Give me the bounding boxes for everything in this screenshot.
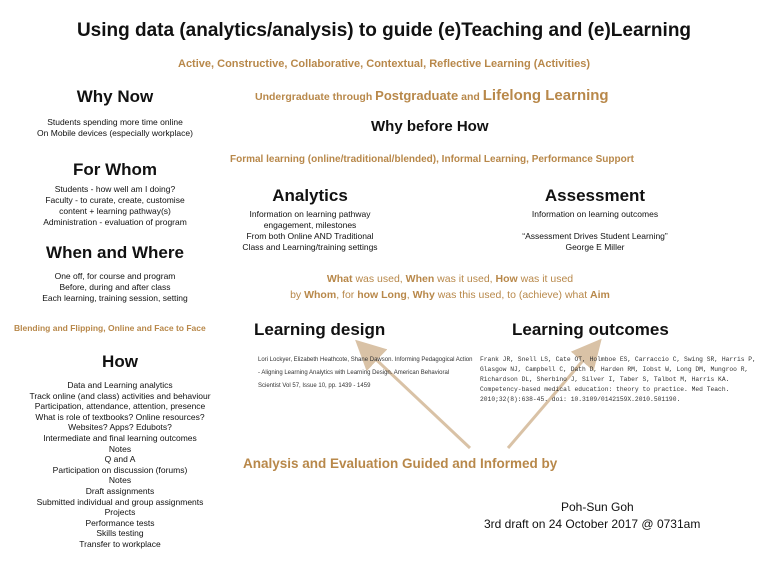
how-line: Data and Learning analytics xyxy=(67,380,173,390)
analytics-line: From both Online AND Traditional xyxy=(246,231,374,241)
for-whom-lines xyxy=(15,184,215,228)
how-lines xyxy=(5,380,235,550)
how-line: Submitted individual and group assignments xyxy=(36,496,204,507)
text-part: , for xyxy=(336,289,358,301)
text-part: by xyxy=(290,289,305,301)
reference-line: Glasgow NJ, Campbell C, Dath D, Harden RM, Iobst W, Long DM, Mungroo R, xyxy=(480,366,749,373)
keyword: How xyxy=(495,273,518,285)
when-where-section xyxy=(15,243,215,304)
ug-pg-part: Undergraduate through xyxy=(255,91,376,103)
analytics-line: engagement, milestones xyxy=(263,220,357,230)
learning-activities-subtitle: Active, Constructive, Collaborative, Contextual, Reflective Learning (Activities) xyxy=(178,58,590,70)
when-where-line: Each learning, training session, setting xyxy=(42,293,188,303)
assessment-heading: Assessment xyxy=(544,186,646,205)
reference-line: Scientist Vol 57, Issue 10, pp. 1439 - 1459 xyxy=(258,383,371,389)
author-name: Poh-Sun Goh xyxy=(561,500,634,514)
when-where-heading: When and Where xyxy=(46,243,184,262)
how-line: Draft assignments xyxy=(85,485,155,496)
analytics-line: Class and Learning/training settings xyxy=(242,242,378,252)
assessment-line: “Assessment Drives Student Learning” xyxy=(522,231,668,241)
ug-pg-part: Postgraduate xyxy=(375,88,459,103)
text-part: was it used xyxy=(517,273,574,285)
learning-outcomes-reference xyxy=(480,355,765,405)
what-when-line-2 xyxy=(250,287,650,303)
why-now-heading: Why Now xyxy=(76,87,154,106)
keyword: When xyxy=(405,273,435,285)
ug-pg-line xyxy=(255,87,609,104)
analytics-section xyxy=(220,186,400,253)
how-line: Q and A xyxy=(104,454,136,465)
keyword: What xyxy=(326,273,353,285)
text-part: was this used, to (achieve) what xyxy=(434,289,591,301)
how-line: Transfer to workplace xyxy=(79,538,161,549)
reference-line: Lori Lockyer, Elizabeth Heathcote, Shane Dawson. Informing Pedagogical Action xyxy=(258,357,473,363)
assessment-line: Information on learning outcomes xyxy=(531,209,659,219)
how-line: Participation on discussion (forums) xyxy=(52,464,188,475)
assessment-line: George E Miller xyxy=(565,242,625,252)
why-now-line: On Mobile devices (especially workplace) xyxy=(37,128,193,138)
how-line: Performance tests xyxy=(85,517,155,528)
how-line: Skills testing xyxy=(96,528,144,539)
how-heading: How xyxy=(102,352,138,371)
formal-learning-line: Formal learning (online/traditional/blended), Informal Learning, Performance Support xyxy=(230,154,634,165)
keyword: Why xyxy=(412,289,435,301)
keyword: Aim xyxy=(590,289,610,301)
what-when-how-block xyxy=(250,271,650,303)
text-part: , xyxy=(406,289,413,301)
how-line: Notes xyxy=(108,443,132,454)
assessment-lines xyxy=(500,209,690,253)
when-where-line: Before, during and after class xyxy=(59,282,171,292)
for-whom-section xyxy=(15,160,215,228)
how-line: What is role of textbooks? Online resources? xyxy=(35,411,205,422)
how-section xyxy=(5,352,235,550)
assessment-section xyxy=(500,186,690,253)
analysis-evaluation-line: Analysis and Evaluation Guided and Informed by xyxy=(243,456,558,471)
for-whom-line: Faculty - to curate, create, customise xyxy=(45,195,185,205)
why-now-section xyxy=(15,87,215,139)
ug-pg-part: and xyxy=(458,91,483,103)
text-part: was it used, xyxy=(434,273,496,285)
page-title: Using data (analytics/analysis) to guide (e)Teaching and (e)Learning xyxy=(76,20,692,41)
for-whom-line: Administration - evaluation of program xyxy=(43,217,187,227)
how-line: Websites? Apps? Edubots? xyxy=(68,422,172,433)
blending-flipping-line: Blending and Flipping, Online and Face to Face xyxy=(14,323,206,333)
reference-line: - Aligning Learning Analytics with Learning Design. American Behavioral xyxy=(258,370,450,376)
how-line: Notes xyxy=(108,475,132,486)
what-when-line-1 xyxy=(250,271,650,287)
reference-line: Richardson DL, Sherbino J, Silver I, Taber S, Talbot M, Harris KA. xyxy=(480,376,730,383)
when-where-line: One off, for course and program xyxy=(54,271,176,281)
why-now-line: Students spending more time online xyxy=(47,117,183,127)
analytics-line: Information on learning pathway xyxy=(249,209,371,219)
for-whom-line: content + learning pathway(s) xyxy=(59,206,171,216)
why-now-lines xyxy=(15,117,215,139)
for-whom-heading: For Whom xyxy=(72,160,158,179)
for-whom-line: Students - how well am I doing? xyxy=(54,184,176,194)
draft-date: 3rd draft on 24 October 2017 @ 0731am xyxy=(484,517,701,531)
learning-outcomes-heading: Learning outcomes xyxy=(512,320,669,339)
keyword: Whom xyxy=(304,289,337,301)
when-where-lines xyxy=(15,271,215,304)
learning-design-heading: Learning design xyxy=(254,320,386,339)
how-line: Projects xyxy=(104,507,136,518)
ug-pg-part: Lifelong Learning xyxy=(482,87,609,104)
keyword: how Long xyxy=(357,289,407,301)
reference-line: 2010;32(8):638-45. doi: 10.3109/0142159X.2010.501190. xyxy=(480,396,681,403)
how-line: Intermediate and final learning outcomes xyxy=(43,432,197,443)
how-line: Track online (and class) activities and behaviour xyxy=(29,390,211,401)
why-before-how-heading: Why before How xyxy=(371,118,489,135)
reference-line: Frank JR, Snell LS, Cate OT, Holmboe ES, Carraccio C, Swing SR, Harris P, xyxy=(480,356,756,363)
reference-line: Competency-based medical education: theory to practice. Med Teach. xyxy=(480,386,730,393)
learning-design-reference xyxy=(258,354,478,393)
analytics-lines xyxy=(220,209,400,253)
analytics-heading: Analytics xyxy=(272,186,348,205)
text-part: was used, xyxy=(352,273,406,285)
how-line: Participation, attendance, attention, presence xyxy=(34,401,206,412)
assessment-spacer xyxy=(500,220,690,231)
